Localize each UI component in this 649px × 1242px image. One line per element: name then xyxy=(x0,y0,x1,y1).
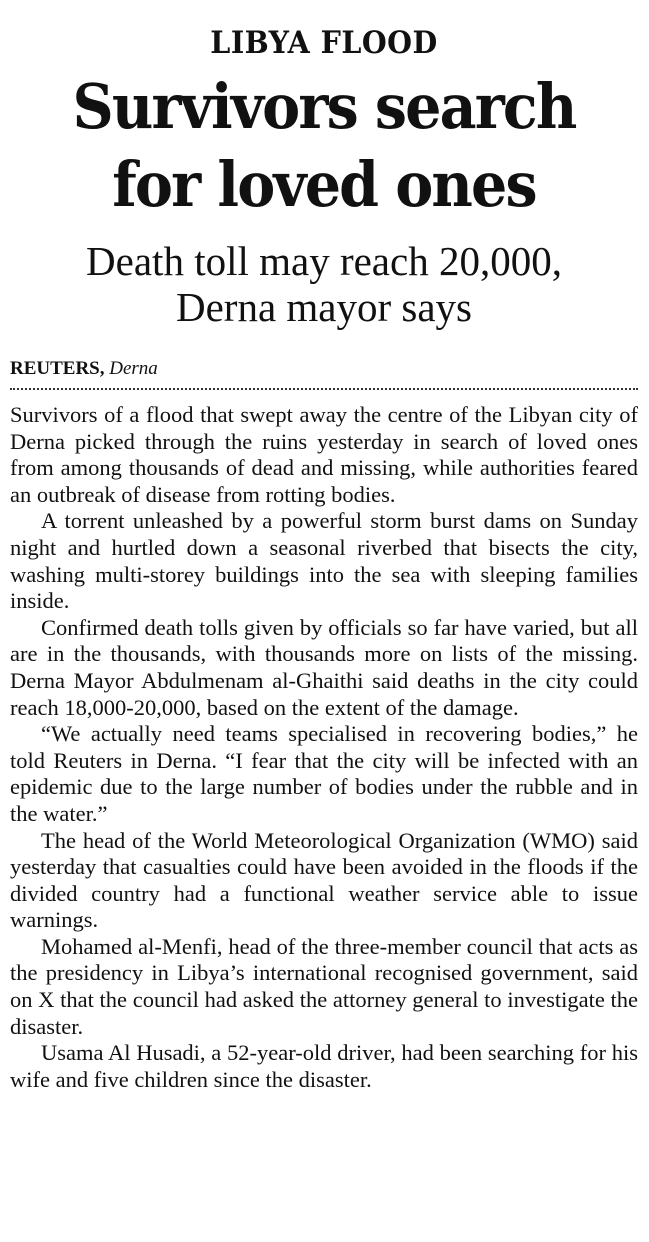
body-paragraph-2: A torrent unleashed by a powerful storm burst dams on Sunday night and hurtled down a seasonal riverbed that bisects the city, washing multi-storey buildings into the sea with sleeping families inside. xyxy=(10,508,638,614)
body-paragraph-1: Survivors of a flood that swept away the centre of the Libyan city of Derna picked through the ruins yesterday in search of loved ones from among thousands of dead and missing, while authorities feared an outbreak of disease from rotting bodies. xyxy=(10,402,638,507)
byline-agency: REUTERS, xyxy=(10,358,105,379)
article-subheadline xyxy=(10,238,638,330)
body-paragraph-6: Mohamed al-Menfi, head of the three-member council that acts as the presidency in Libya’s international recognised government, said on X that the council had asked the attorney general to investigate the disaster. xyxy=(10,933,638,1039)
body-paragraph-4: “We actually need teams specialised in recovering bodies,” he told Reuters in Derna. “I fear that the city will be infected with an epidemic due to the large number of bodies under the rubble and in the water.” xyxy=(10,721,638,826)
headline-line-1: Survivors search xyxy=(72,70,576,143)
byline xyxy=(10,358,638,380)
subhead-line-1: Death toll may reach 20,000, xyxy=(86,238,562,284)
body-paragraph-7: Usama Al Husadi, a 52-year-old driver, had been searching for his wife and five children since the disaster. xyxy=(10,1040,638,1092)
dotted-divider xyxy=(10,388,638,390)
article-kicker: LIBYA FLOOD xyxy=(210,25,438,61)
headline-line-2: for loved ones xyxy=(112,148,536,221)
body-paragraph-3: Confirmed death tolls given by officials so far have varied, but all are in the thousands, with thousands more on lists of the missing. Derna Mayor Abdulmenam al-Ghaithi said deaths in the city could reach 18,000-20,000, based on the extent of the damage. xyxy=(10,614,638,720)
article-headline xyxy=(35,68,613,224)
article-body xyxy=(10,402,638,1093)
byline-dateline: Derna xyxy=(109,358,158,379)
news-article xyxy=(10,0,638,1093)
subhead-line-2: Derna mayor says xyxy=(175,284,472,330)
body-paragraph-5: The head of the World Meteorological Organization (WMO) said yesterday that casualties could have been avoided in the floods if the divided country had a functional weather service able to issue warnings. xyxy=(10,827,638,933)
